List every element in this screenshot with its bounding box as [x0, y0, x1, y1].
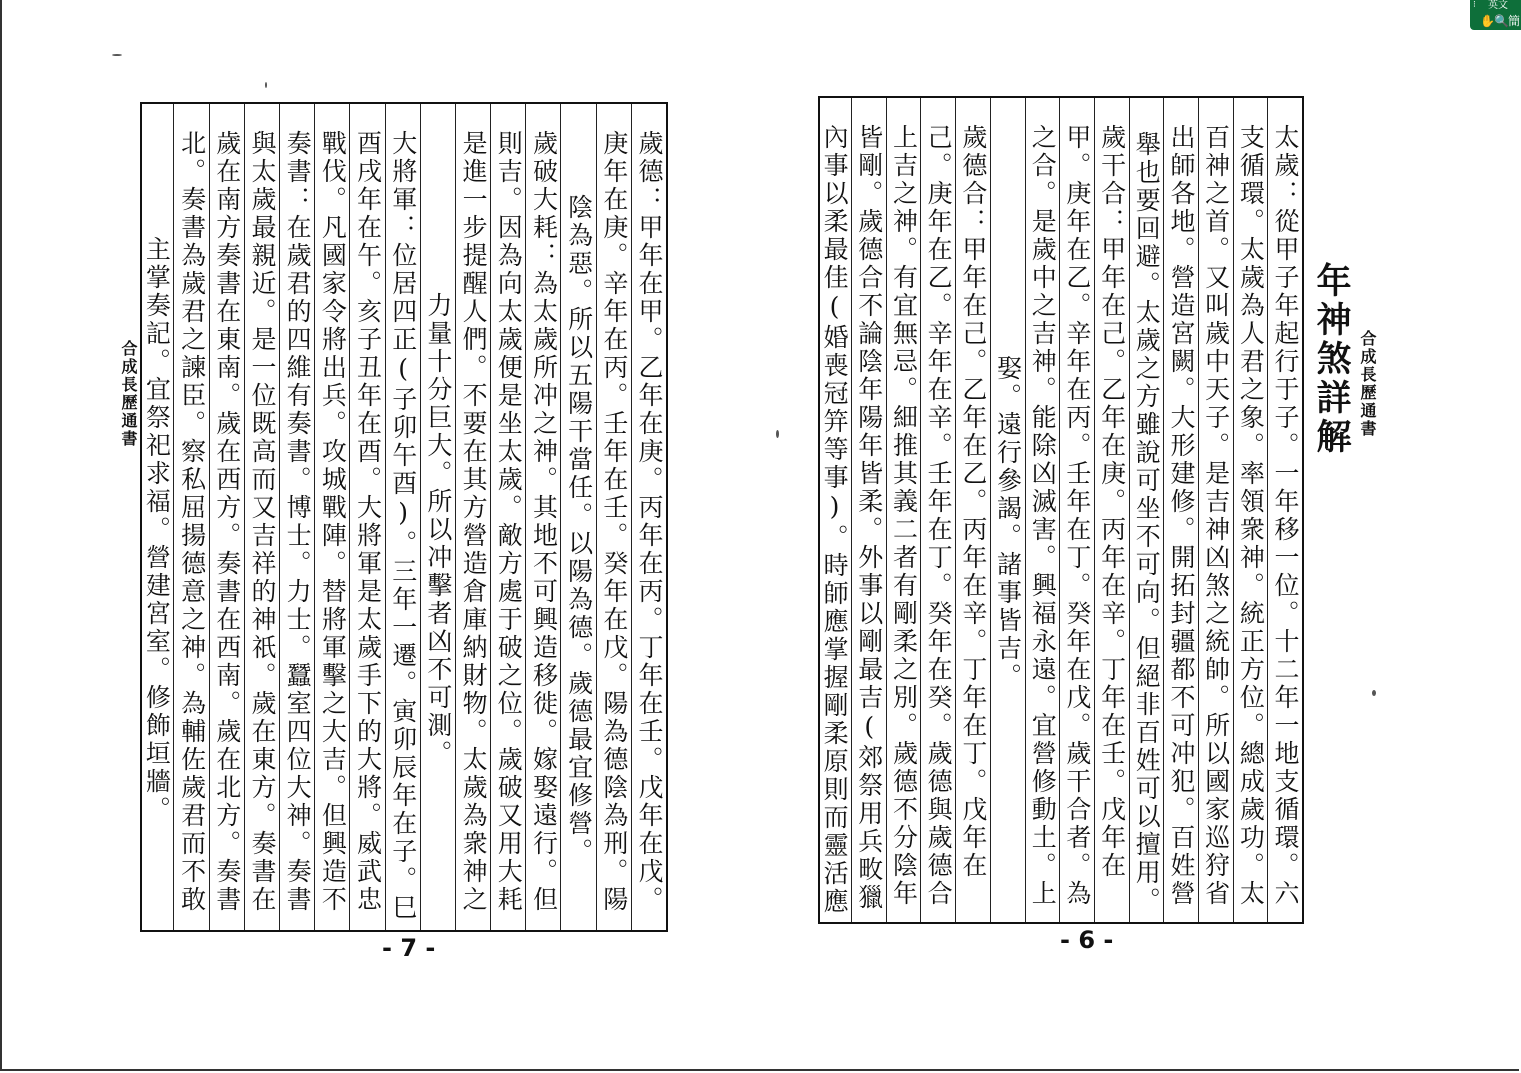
column-text: 則吉。因為向太歲便是坐太歲。敵方處于破之位。歲破又用大耗: [494, 130, 524, 914]
text-column: [385, 104, 420, 930]
column-text: 內事以柔最佳(婚喪冠笄等事)。時師應掌握剛柔原則而靈活應: [820, 124, 850, 916]
translator-widget[interactable]: [1470, 0, 1521, 30]
column-text: 是進一步提醒人們。不要在其方營造倉庫納財物。太歲為衆神之: [459, 130, 489, 914]
book-header-right: 合成長歷通書: [1358, 330, 1377, 438]
text-column: [816, 98, 851, 922]
text-column: [990, 98, 1025, 922]
page-number-6: - 6 -: [1060, 926, 1114, 954]
column-text: 出師各地。營造宮闕。大形建修。開拓封疆都不可冲犯。百姓營: [1166, 124, 1196, 908]
column-text: 主掌奏記。宜祭祀求福。營建宮室。修飾垣牆。: [142, 236, 172, 824]
text-column: [631, 104, 666, 930]
text-column: [349, 104, 384, 930]
column-text: 歲干合：甲年在己。乙年在庚。丙年在辛。丁年在壬。戊年在: [1097, 124, 1127, 880]
column-text: 戰伐。凡國家令將出兵。攻城戰陣。替將軍擊之大吉。但興造不: [318, 130, 348, 914]
text-column: [1059, 98, 1094, 922]
text-column: [420, 104, 455, 930]
column-text: 與太歲最親近。是一位既高而又吉祥的神祇。歲在東方。奏書在: [247, 130, 277, 914]
column-text: 奏書：在歲君的四維有奏書。博士。力士。蠶室四位大神。奏書: [283, 130, 313, 914]
text-column: [1233, 98, 1268, 922]
section-title: 年神煞詳解: [1311, 262, 1352, 457]
column-text: 上吉之神。有宜無忌。細推其義二者有剛柔之別。歲德不分陰年: [889, 124, 919, 908]
page-6-columns: [820, 98, 1302, 922]
text-column: [279, 104, 314, 930]
scan-speck: [776, 430, 779, 438]
text-column: [244, 104, 279, 930]
widget-label[interactable]: 英文: [1488, 0, 1508, 11]
column-text: 北。奏書為歲君之諫臣。察私屈揚德意之神。為輔佐歲君而不敢: [177, 130, 207, 914]
text-column: [1025, 98, 1060, 922]
text-column: [525, 104, 560, 930]
text-column: [455, 104, 490, 930]
column-text: 支循環。太歲為人君之象。率領衆神。統正方位。總成歲功。太: [1236, 124, 1266, 908]
column-text: 大將軍：位居四正(子卯午酉)。三年一遷。寅卯辰年在子。巳: [388, 130, 418, 922]
text-column: [138, 104, 173, 930]
page-number-7: - 7 -: [382, 934, 436, 962]
page-7-columns: [142, 104, 666, 930]
text-column: [1129, 98, 1164, 922]
column-text: 娶。遠行參謁。諸事皆吉。: [993, 355, 1023, 691]
column-text: 甲。庚年在乙。辛年在丙。壬年在丁。癸年在戊。歲干合者。為: [1062, 124, 1092, 908]
text-column: [851, 98, 886, 922]
text-column: [314, 104, 349, 930]
scan-speck: [1372, 690, 1376, 696]
column-text: 百神之首。又叫歲中天子。是吉神凶煞之統帥。所以國家巡狩省: [1201, 124, 1231, 908]
text-column: [490, 104, 525, 930]
column-text: 歲破大耗：為太歲所冲之神。其地不可興造移徙。嫁娶遠行。但: [529, 130, 559, 914]
text-column: [209, 104, 244, 930]
column-text: 庚年在庚。辛年在丙。壬年在壬。癸年在戊。陽為德陰為刑。陽: [599, 130, 629, 914]
column-text: 太歲：從甲子年起行于子。一年移一位。十二年一地支循環。六: [1271, 124, 1300, 908]
text-column: [173, 104, 208, 930]
column-text: 酉戌年在午。亥子丑年在酉。大將軍是太歲手下的大將。威武忠: [353, 130, 383, 914]
text-column: [1163, 98, 1198, 922]
column-text: 皆剛。歲德合不論陰年陽年皆柔。外事以剛最吉(郊祭用兵畋獵: [854, 124, 884, 912]
column-text: 歲德合：甲年在己。乙年在乙。丙年在辛。丁年在丁。戊年在: [958, 124, 988, 880]
text-column: [596, 104, 631, 930]
drag-handle-icon[interactable]: ⁝: [1473, 0, 1476, 10]
search-icon[interactable]: 🔍: [1494, 14, 1509, 28]
page-7: [140, 102, 668, 932]
column-text: 舉也要回避。太歲之方雖說可坐不可向。但絕非百姓可以擅用。: [1132, 131, 1162, 915]
scan-speck: [112, 54, 122, 56]
column-text: 之合。是歲中之吉神。能除凶滅害。興福永遠。宜營修動土。上: [1028, 124, 1058, 908]
text-column: [1198, 98, 1233, 922]
text-column: [1267, 98, 1302, 922]
text-column: [886, 98, 921, 922]
text-column: [560, 104, 595, 930]
page-6: [818, 96, 1304, 924]
widget-small-label[interactable]: 簡: [1507, 14, 1520, 28]
text-column: [955, 98, 990, 922]
column-text: 己。庚年在乙。辛年在辛。壬年在丁。癸年在癸。歲德與歲德合: [924, 124, 954, 908]
text-column: [1094, 98, 1129, 922]
column-text: 歲在南方奏書在東南。歲在西方。奏書在西南。歲在北方。奏書: [212, 130, 242, 914]
scan-speck: [265, 82, 267, 88]
hand-icon[interactable]: ✋: [1480, 14, 1495, 28]
text-column: [920, 98, 955, 922]
column-text: 力量十分巨大。所以冲擊者凶不可測。: [423, 292, 453, 768]
book-header-left: 合成長歷通書: [119, 340, 138, 448]
column-text: 陰為惡。所以五陽干當任。以陽為德。歲德最宜修營。: [564, 194, 594, 866]
column-text: 歲德：甲年在甲。乙年在庚。丙年在丙。丁年在壬。戊年在戊。: [635, 130, 664, 914]
